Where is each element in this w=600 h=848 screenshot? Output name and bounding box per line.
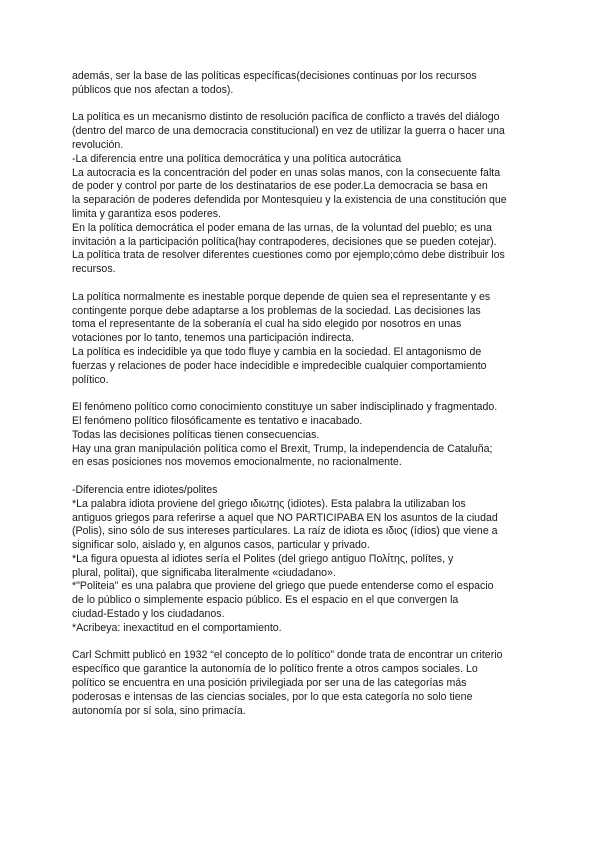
text-line: La política es un mecanismo distinto de resolución pacífica de conflicto a través del diálogo [72, 111, 500, 124]
text-line: (Polis), sino sólo de sus intereses particulares. La raíz de idiota es ιδιος (ídios) que viene a [72, 525, 498, 538]
text-line: limita y garantiza esos poderes. [72, 207, 221, 220]
text-line: recursos. [72, 263, 116, 276]
text-line: (dentro del marco de una democracia constitucional) en vez de utilizar la guerra o hacer una [72, 125, 505, 138]
text-line: El fenómeno político filosóficamente es tentativo e inacabado. [72, 414, 363, 427]
text-line: además, ser la base de las políticas específicas(decisiones continuas por los recursos [72, 70, 477, 82]
text-line: autonomía por sí sola, sino primacía. [72, 704, 246, 717]
text-line: *La palabra idiota proviene del griego ιδιωτης (idiotes). Esta palabra la utilizaban los [72, 497, 466, 510]
text-line: -Diferencia entre idiotes/polites [72, 483, 218, 496]
text-line: -La diferencia entre una política democrática y una política autocrática [72, 152, 402, 165]
text-line: públicos que nos afectan a todos). [72, 83, 234, 96]
text-line: Hay una gran manipulación política como el Brexit, Trump, la independencia de Cataluña; [72, 442, 493, 455]
paragraph-fenomeno [72, 401, 534, 470]
text-line: La autocracia es la concentración del poder en unas solas manos, con la consecuente falta [72, 166, 501, 179]
text-line: significar solo, aislado y, en algunos casos, particular y privado. [72, 539, 370, 552]
text-line: antiguos griegos para referirse a aquel que NO PARTICIPABA EN los asuntos de la ciudad [72, 511, 498, 524]
paragraph-inestable [72, 291, 534, 388]
text-line: La política es indecidible ya que todo fluye y cambia en la sociedad. El antagonismo de [72, 345, 482, 358]
text-line: específico que garantice la autonomía de lo político frente a otros campos sociales. Lo [72, 663, 478, 676]
text-line: fuerzas y relaciones de poder hace indecidible e impredecible cualquier comportamiento [72, 359, 487, 372]
paragraph-politica-democratica [72, 111, 534, 277]
text-line: votaciones por lo tanto, tenemos una participación indirecta. [72, 332, 355, 345]
text-line: revolución. [72, 138, 124, 151]
text-line: invitación a la participación política(hay contrapoderes, decisiones que se pueden cotejar). [72, 235, 497, 248]
text-line: La política normalmente es inestable porque depende de quien sea el representante y es [72, 290, 491, 303]
text-line: El fenómeno político como conocimiento constituye un saber indisciplinado y fragmentado. [72, 401, 498, 414]
paragraph-intro [72, 70, 534, 98]
text-line: *"Politeia" es una palabra que proviene del griego que puede entenderse como el espacio [72, 580, 494, 593]
text-line: *Acribeya: inexactitud en el comportamiento. [72, 621, 282, 634]
text-line: La política trata de resolver diferentes cuestiones como por ejemplo;cómo debe distribuir los [72, 249, 505, 262]
text-line: plural, politai), que significaba literalmente «ciudadano». [72, 566, 336, 579]
text-line: en esas posiciones nos movemos emocionalmente, no racionalmente. [72, 456, 402, 469]
text-line: Carl Schmitt publicó en 1932 “el concepto de lo político” donde trata de encontrar un criterio [72, 649, 503, 662]
text-line: político se encuentra en una posición privilegiada por ser una de las categorías más [72, 677, 467, 690]
paragraph-carl-schmitt [72, 649, 534, 718]
text-line: poderosas e intensas de las ciencias sociales, por lo que esta categoría no solo tiene [72, 690, 473, 703]
text-line: político. [72, 373, 109, 386]
text-line: de lo público o simplemente espacio público. Es el espacio en el que convergen la [72, 594, 459, 607]
document-page [72, 70, 534, 718]
text-line: toma el representante de la soberanía el cual ha sido elegido por nosotros en unas [72, 318, 462, 331]
text-line: la separación de poderes defendida por Montesquieu y la existencia de una constitución que [72, 194, 507, 207]
text-line: *La figura opuesta al idiotes sería el Polites (del griego antiguo Πολίτης, polítes, y [72, 552, 454, 565]
text-line: contingente porque debe adaptarse a los problemas de la sociedad. Las decisiones las [72, 304, 481, 317]
text-line: ciudad-Estado y los ciudadanos. [72, 608, 225, 621]
text-line: de poder y control por parte de los destinatarios de ese poder.La democracia se basa en [72, 180, 488, 193]
text-line: Todas las decisiones políticas tienen consecuencias. [72, 428, 320, 441]
paragraph-idiotes-polites [72, 484, 534, 636]
text-line: En la política democrática el poder emana de las urnas, de la voluntad del pueblo; es una [72, 221, 492, 234]
